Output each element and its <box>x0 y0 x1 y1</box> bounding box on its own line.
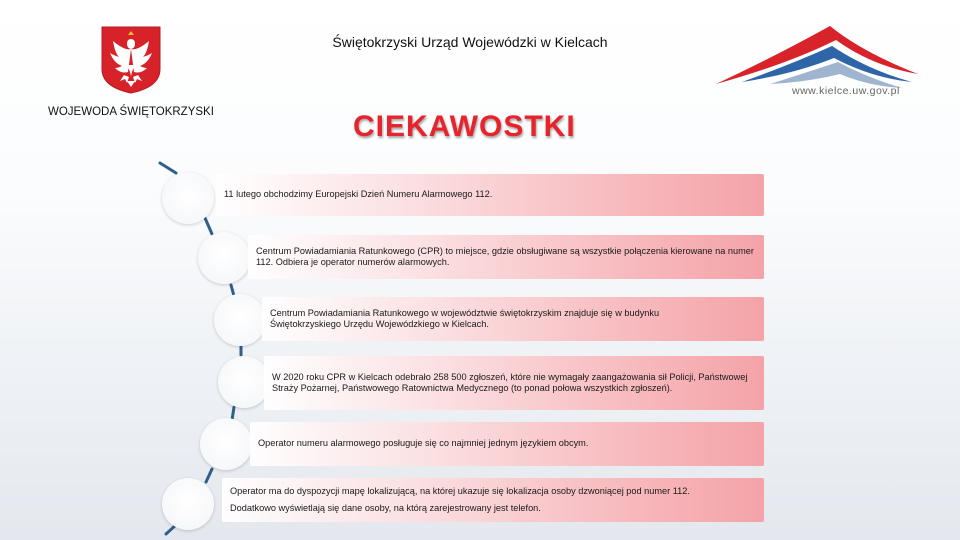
fact-item <box>262 297 764 341</box>
fact-item <box>248 235 764 279</box>
fact-text: Centrum Powiadamiania Ratunkowego w województwie świętokrzyskim znajduje się w budynku Świętokrzyskiego Urzędu Wojewódzkiego w Kielcach. <box>270 307 660 329</box>
fact-text: Centrum Powiadamiania Ratunkowego (CPR) to miejsce, gdzie obsługiwane są wszystkie połączenia kierowane na numer 112. Odbiera je operator numerów alarmowych. <box>256 245 754 267</box>
website-url: www.kielce.uw.gov.pl <box>792 85 900 97</box>
timeline-node <box>214 294 266 346</box>
timeline-node <box>162 172 214 224</box>
office-name: WOJEWODA ŚWIĘTOKRZYSKI <box>48 106 214 118</box>
timeline-node <box>198 232 250 284</box>
timeline-node <box>162 478 214 530</box>
fact-item <box>222 478 764 522</box>
page-title: CIEKAWOSTKI <box>353 110 576 143</box>
fact-text: Operator ma do dyspozycji mapę lokalizującą, na której ukazuje się lokalizacja osoby dzwoniącej pod numer 112. <box>230 485 690 496</box>
fact-text: 11 lutego obchodzimy Europejski Dzień Numeru Alarmowego 112. <box>224 189 493 200</box>
fact-item <box>250 422 764 466</box>
institution-title: Świętokrzyski Urząd Wojewódzki w Kielcach <box>332 34 608 50</box>
fact-text: Dodatkowo wyświetlają się dane osoby, na którą zarejestrowany jest telefon. <box>230 503 541 513</box>
timeline-node <box>200 418 252 470</box>
fact-text: Operator numeru alarmowego posługuje się co najmniej jednym językiem obcym. <box>258 438 589 449</box>
fact-text: W 2020 roku CPR w Kielcach odebrało 258 500 zgłoszeń, które nie wymagały zaangażowania sił Policji, Państwowej Straży Pożarnej, Państwowego Ratownictwa Medycznego (to ponad połowa wszystkich zgłoszeń). <box>272 371 748 393</box>
timeline-node <box>218 356 270 408</box>
fact-item <box>216 174 764 216</box>
fact-item <box>264 356 764 410</box>
